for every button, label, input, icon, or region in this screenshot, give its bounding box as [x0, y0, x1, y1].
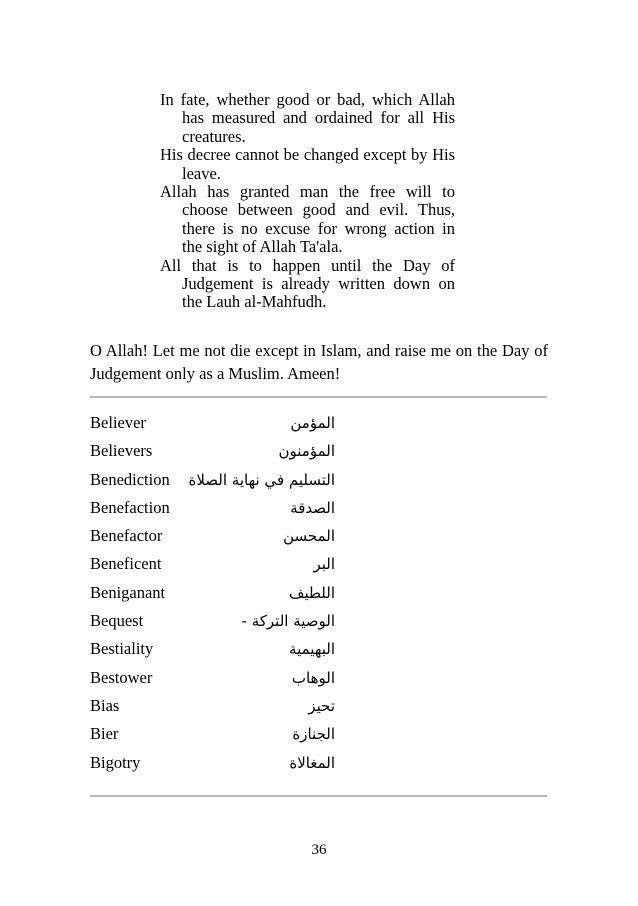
divider-top — [90, 396, 547, 398]
glossary-term-english: Believers — [90, 441, 153, 461]
glossary-term-arabic: الصدقة — [290, 498, 335, 517]
glossary-term-english: Bestower — [90, 667, 153, 687]
glossary-row — [90, 494, 547, 522]
glossary-term-english: Benefactor — [90, 526, 163, 546]
glossary-row — [90, 607, 547, 635]
prayer-text: O Allah! Let me not die except in Islam, and raise me on the Day of Judgement only as a Muslim. Ameen! — [90, 341, 548, 383]
glossary-row — [90, 550, 547, 578]
glossary-row — [90, 522, 547, 550]
glossary-row — [90, 664, 547, 692]
glossary-term-arabic: التسليم في نهاية الصلاة — [188, 470, 335, 489]
page-number: 36 — [311, 842, 327, 858]
glossary-term-english: Bias — [90, 695, 120, 715]
glossary-term-arabic: المحسن — [283, 527, 335, 546]
poem-stanza: His decree cannot be changed except by His leave. — [160, 145, 455, 183]
glossary-term-arabic: الجنازة — [292, 725, 335, 744]
glossary-row — [90, 635, 547, 663]
glossary-term-arabic: البر — [313, 555, 335, 574]
glossary-row — [90, 466, 547, 494]
glossary-term-english: Bequest — [90, 611, 144, 631]
glossary-row — [90, 409, 547, 437]
glossary-term-english: Beneficent — [90, 554, 162, 574]
glossary-list — [90, 409, 547, 777]
glossary-term-arabic: المغالاة — [289, 753, 335, 772]
glossary-term-english: Benefaction — [90, 497, 170, 517]
poem-stanza: All that is to happen until the Day of Judgement is already written down on the Lauh al-Mahfudh. — [160, 255, 455, 312]
glossary-term-arabic: المؤمنون — [278, 442, 335, 461]
glossary-term-english: Benediction — [90, 469, 170, 489]
glossary-term-english: Bestiality — [90, 639, 154, 659]
glossary-term-arabic: اللطيف — [288, 583, 335, 602]
glossary-term-english: Bier — [90, 724, 119, 744]
glossary-term-english: Bigotry — [90, 752, 141, 772]
glossary-term-arabic: الوهاب — [291, 668, 335, 687]
divider-bottom — [90, 795, 547, 797]
glossary-term-arabic: الوصية التركة - — [241, 612, 335, 631]
glossary-row — [90, 749, 547, 777]
poem-stanza: In fate, whether good or bad, which Allah has measured and ordained for all His creatures. — [160, 90, 455, 146]
poem-block — [160, 91, 455, 312]
glossary-term-arabic: البهيمية — [289, 640, 335, 659]
glossary-term-english: Believer — [90, 413, 146, 432]
glossary-row — [90, 579, 547, 607]
glossary-term-arabic: المؤمن — [290, 414, 335, 432]
glossary-term-english: Beniganant — [90, 582, 166, 602]
poem-stanza: Allah has granted man the free will to choose between good and evil. Thus, there is no excuse for wrong action in the sight of Allah Ta'ala. — [160, 182, 455, 257]
glossary-row — [90, 437, 547, 465]
glossary-row — [90, 720, 547, 748]
glossary-term-arabic: تحيز — [308, 696, 335, 715]
glossary-row — [90, 692, 547, 720]
